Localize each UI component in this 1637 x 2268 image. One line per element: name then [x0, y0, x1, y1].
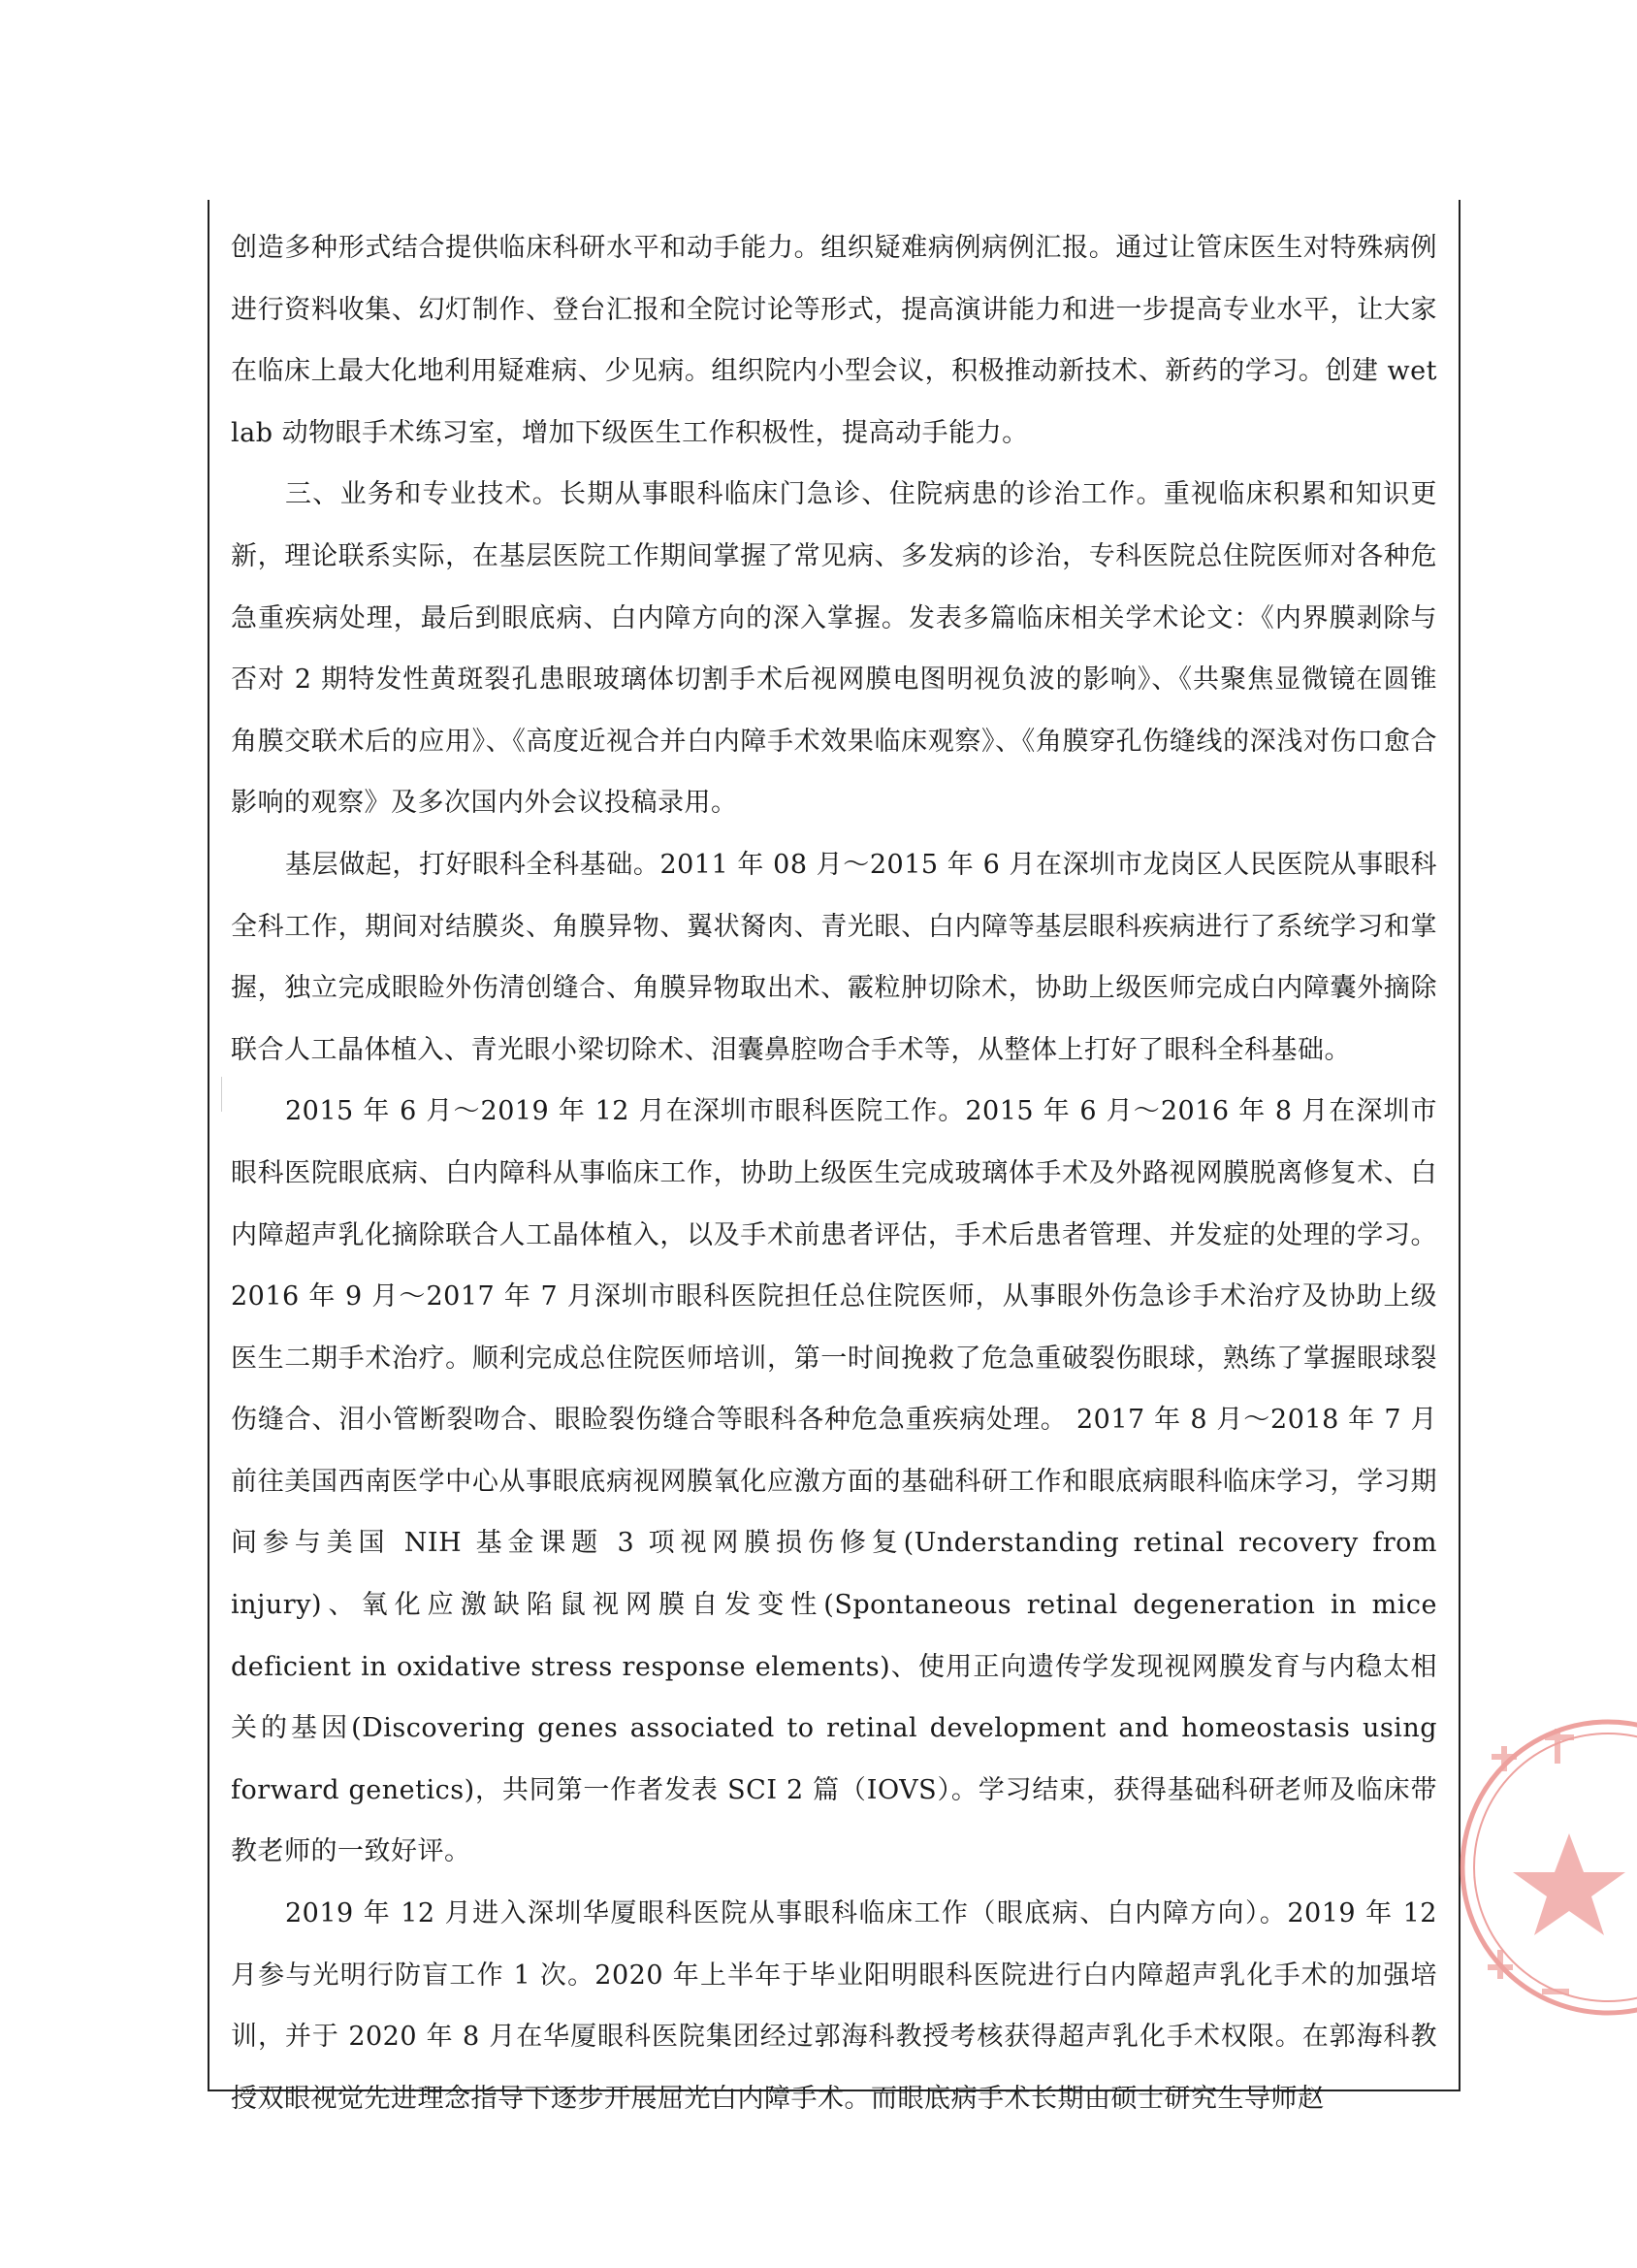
paragraph-huaxia-eye-hospital: 2019 年 12 月进入深圳华厦眼科医院从事眼科临床工作（眼底病、白内障方向）。2019 年 12 月参与光明行防盲工作 1 次。2020 年上半年于毕业阳明眼科医院进行白内障超声乳化手术的加强培训，并于 2020 年 8 月在华厦眼科医院集团经过郭海科教授考核获得超声乳化手术权限。在郭海科教授双眼视觉先进理念指导下逐步开展屈光白内障手术。而眼底病手术长期由硕士研究生导师赵 — [231, 1898, 1437, 2114]
paragraph-shenzhen-eye-hospital: 2015 年 6 月～2019 年 12 月在深圳市眼科医院工作。2015 年 6 月～2016 年 8 月在深圳市眼科医院眼底病、白内障科从事临床工作，协助上级医生完成玻璃体手术及外路视网膜脱离修复术、白内障超声乳化摘除联合人工晶体植入，以及手术前患者评估，手术后患者管理、并发症的处理的学习。2016 年 9 月～2017 年 7 月深圳市眼科医院担任总住院医师，从事眼外伤急诊手术治疗及协助上级医生二期手术治疗。顺利完成总住院医师培训，第一时间挽救了危急重破裂伤眼球，熟练了掌握眼球裂伤缝合、泪小管断裂吻合、眼睑裂伤缝合等眼科各种危急重疾病处理。 2017 年 8 月～2018 年 7 月前往美国西南医学中心从事眼底病视网膜氧化应激方面的基础科研工作和眼底病眼科临床学习，学习期间参与美国 NIH 基金课题 3 项视网膜损伤修复(Understanding retinal recovery from injury)、氧化应激缺陷鼠视网膜自发变性(Spontaneous retinal degeneration in mice deficient in oxidative stress response elements)、使用正向遗传学发现视网膜发育与内稳太相关的基因(Discovering genes associated to retinal development and homeostasis using forward genetics)，共同第一作者发表 SCI 2 篇（IOVS）。学习结束，获得基础科研老师及临床带教老师的一致好评。 — [231, 1096, 1437, 1867]
official-seal-stamp — [1453, 1707, 1637, 2027]
paragraph-training: 创造多种形式结合提供临床科研水平和动手能力。组织疑难病例病例汇报。通过让管床医生对特殊病例进行资料收集、幻灯制作、登台汇报和全院讨论等形式，提高演讲能力和进一步提高专业水平，让大家在临床上最大化地利用疑难病、少见病。组织院内小型会议，积极推动新技术、新药的学习。创建 wet lab 动物眼手术练习室，增加下级医生工作积极性，提高动手能力。 — [231, 233, 1437, 448]
document-body — [231, 217, 1437, 2129]
paragraph-professional-skills: 三、业务和专业技术。长期从事眼科临床门急诊、住院病患的诊治工作。重视临床积累和知识更新，理论联系实际，在基层医院工作期间掌握了常见病、多发病的诊治，专科医院总住院医师对各种危急重疾病处理，最后到眼底病、白内障方向的深入掌握。发表多篇临床相关学术论文：《内界膜剥除与否对 2 期特发性黄斑裂孔患眼玻璃体切割手术后视网膜电图明视负波的影响》、《共聚焦显微镜在圆锥角膜交联术后的应用》、《高度近视合并白内障手术效果临床观察》、《角膜穿孔伤缝线的深浅对伤口愈合影响的观察》及多次国内外会议投稿录用。 — [231, 479, 1437, 819]
document-frame — [208, 200, 1460, 2114]
paragraph-grassroots: 基层做起，打好眼科全科基础。2011 年 08 月～2015 年 6 月在深圳市龙岗区人民医院从事眼科全科工作，期间对结膜炎、角膜异物、翼状胬肉、青光眼、白内障等基层眼科疾病进行了系统学习和掌握，独立完成眼睑外伤清创缝合、角膜异物取出术、霰粒肿切除术，协助上级医师完成白内障囊外摘除联合人工晶体植入、青光眼小梁切除术、泪囊鼻腔吻合手术等，从整体上打好了眼科全科基础。 — [231, 849, 1437, 1065]
